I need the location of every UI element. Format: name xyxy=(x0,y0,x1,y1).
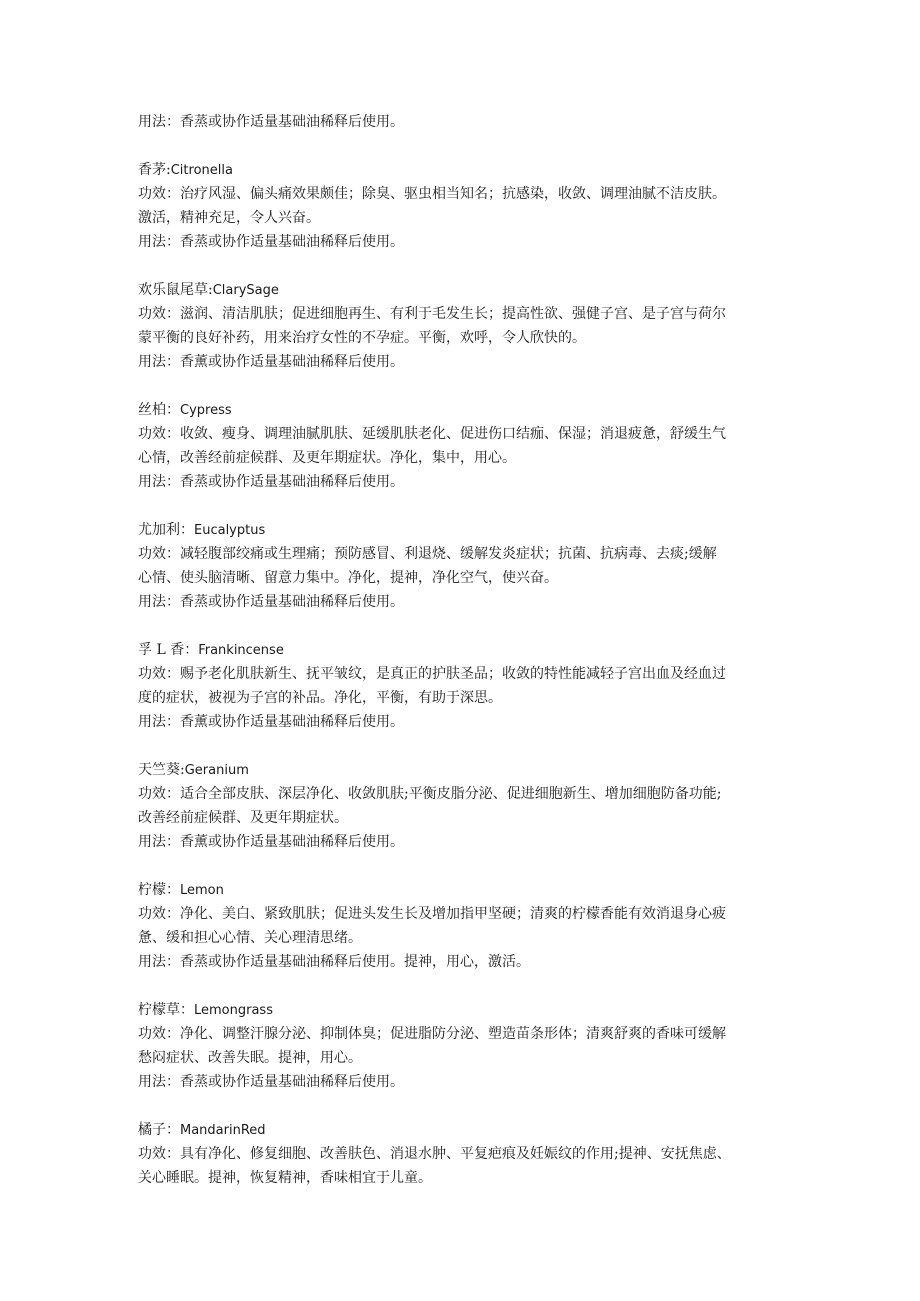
oil-text-line: 用法：香薰或协作适量基础油稀释后使用。 xyxy=(138,834,404,850)
entries-list xyxy=(138,134,798,1190)
oil-title-cn: 柠檬草： xyxy=(138,1002,194,1018)
oil-title-cn: 孚 L 香： xyxy=(138,642,199,658)
oil-title-en: Frankincense xyxy=(198,643,284,658)
oil-text-line: 功效：治疗风湿、偏头痛效果颇佳；除臭、驱虫相当知名；抗感染，收敛、调理油腻不洁皮肤。 xyxy=(138,186,726,202)
paragraph-gap xyxy=(138,134,798,158)
oil-title xyxy=(138,278,798,302)
oil-title-cn: 尤加利： xyxy=(138,522,194,538)
paragraph-gap xyxy=(138,254,798,278)
oil-text-line: 用法：香蒸或协作适量基础油稀释后使用。提神，用心，激活。 xyxy=(138,954,530,970)
oil-text-line: 愁闷症状、改善失眠。提神，用心。 xyxy=(138,1050,362,1066)
intro-usage: 用法：香蒸或协作适量基础油稀释后使用。 xyxy=(138,114,404,130)
oil-title-cn: 天竺葵: xyxy=(138,762,185,778)
oil-title-en: Geranium xyxy=(184,763,249,778)
oil-text-line: 用法：香蒸或协作适量基础油稀释后使用。 xyxy=(138,594,404,610)
oil-text-line: 用法：香蒸或协作适量基础油稀释后使用。 xyxy=(138,1074,404,1090)
oil-text-line: 惫、缓和担心心情、关心理清思绪。 xyxy=(138,930,362,946)
oil-text-line: 功效：净化、调整汗腺分泌、抑制体臭；促进脂防分泌、塑造苗条形体；清爽舒爽的香味可缓解 xyxy=(138,1026,726,1042)
oil-entry xyxy=(138,758,798,854)
oil-title xyxy=(138,638,798,662)
oil-entry xyxy=(138,998,798,1094)
oil-title-en: Eucalyptus xyxy=(194,523,266,538)
paragraph-gap xyxy=(138,854,798,878)
paragraph-gap xyxy=(138,974,798,998)
oil-text-line: 用法：香薰或协作适量基础油稀释后使用。 xyxy=(138,714,404,730)
oil-title-cn: 柠檬： xyxy=(138,882,180,898)
paragraph-gap xyxy=(138,494,798,518)
oil-title-en: Lemon xyxy=(180,883,224,898)
paragraph-gap xyxy=(138,1094,798,1118)
oil-title xyxy=(138,878,798,902)
oil-text-line: 用法：香蒸或协作适量基础油稀释后使用。 xyxy=(138,474,404,490)
oil-entry xyxy=(138,878,798,974)
oil-title-cn: 香茅: xyxy=(138,162,171,178)
oil-title-en: Cypress xyxy=(180,403,232,418)
oil-entry xyxy=(138,158,798,254)
oil-title-cn: 丝柏： xyxy=(138,402,180,418)
oil-text-line: 激活，精神充足，令人兴奋。 xyxy=(138,210,320,226)
oil-text-line: 用法：香薰或协作适量基础油稀释后使用。 xyxy=(138,354,404,370)
oil-text-line: 功效：滋润、清洁肌肤；促进细胞再生、有利于毛发生长；提高性欲、强健子宫、是子宫与荷尔 xyxy=(138,306,726,322)
paragraph-gap xyxy=(138,734,798,758)
oil-title xyxy=(138,518,798,542)
paragraph-gap xyxy=(138,614,798,638)
oil-text-line: 关心睡眠。提神，恢复精神，香味相宜于儿童。 xyxy=(138,1170,432,1186)
oil-title-cn: 欢乐鼠尾草: xyxy=(138,282,213,298)
oil-title xyxy=(138,398,798,422)
oil-text-line: 度的症状，被视为子宫的补品。净化，平衡，有助于深思。 xyxy=(138,690,502,706)
oil-text-line: 功效：赐予老化肌肤新生、抚平皱纹，是真正的护肤圣品；收敛的特性能减轻子宫出血及经血过 xyxy=(138,666,726,682)
oil-title-en: Citronella xyxy=(170,163,233,178)
oil-title-en: Lemongrass xyxy=(194,1003,273,1018)
oil-text-line: 功效：收敛、瘦身、调理油腻肌肤、延缓肌肤老化、促进伤口结痂、保湿；消退疲惫，舒缓生气 xyxy=(138,426,726,442)
oil-entry xyxy=(138,638,798,734)
oil-title xyxy=(138,758,798,782)
oil-title xyxy=(138,1118,798,1142)
oil-text-line: 功效：净化、美白、紧致肌肤；促进头发生长及增加指甲坚硬；清爽的柠檬香能有效消退身心疲 xyxy=(138,906,726,922)
oil-text-line: 心情、使头脑清晰、留意力集中。净化，提神，净化空气，使兴奋。 xyxy=(138,570,558,586)
oil-text-line: 功效：具有净化、修复细胞、改善肤色、消退水肿、平复疤痕及妊娠纹的作用;提神、安抚焦虑、 xyxy=(138,1146,731,1162)
oil-text-line: 心情，改善经前症候群、及更年期症状。净化，集中，用心。 xyxy=(138,450,516,466)
oil-entry xyxy=(138,278,798,374)
oil-text-line: 蒙平衡的良好补药，用来治疗女性的不孕症。平衡，欢呼，令人欣快的。 xyxy=(138,330,586,346)
oil-text-line: 功效：减轻腹部绞痛或生理痛；预防感冒、利退烧、缓解发炎症状；抗菌、抗病毒、去痰;缓解 xyxy=(138,546,717,562)
oil-title-en: ClarySage xyxy=(212,283,279,298)
oil-text-line: 改善经前症候群、及更年期症状。 xyxy=(138,810,348,826)
oil-title-en: MandarinRed xyxy=(180,1123,266,1138)
oil-title-cn: 橘子： xyxy=(138,1122,180,1138)
oil-entry xyxy=(138,1118,798,1190)
oil-text-line: 功效：适合全部皮肤、深层净化、收敛肌肤;平衡皮脂分泌、促进细胞新生、增加细胞防备功能; xyxy=(138,786,722,802)
oil-title xyxy=(138,998,798,1022)
paragraph-gap xyxy=(138,374,798,398)
oil-text-line: 用法：香蒸或协作适量基础油稀释后使用。 xyxy=(138,234,404,250)
oil-title xyxy=(138,158,798,182)
oil-entry xyxy=(138,518,798,614)
oil-entry xyxy=(138,398,798,494)
document-page xyxy=(138,110,798,1190)
